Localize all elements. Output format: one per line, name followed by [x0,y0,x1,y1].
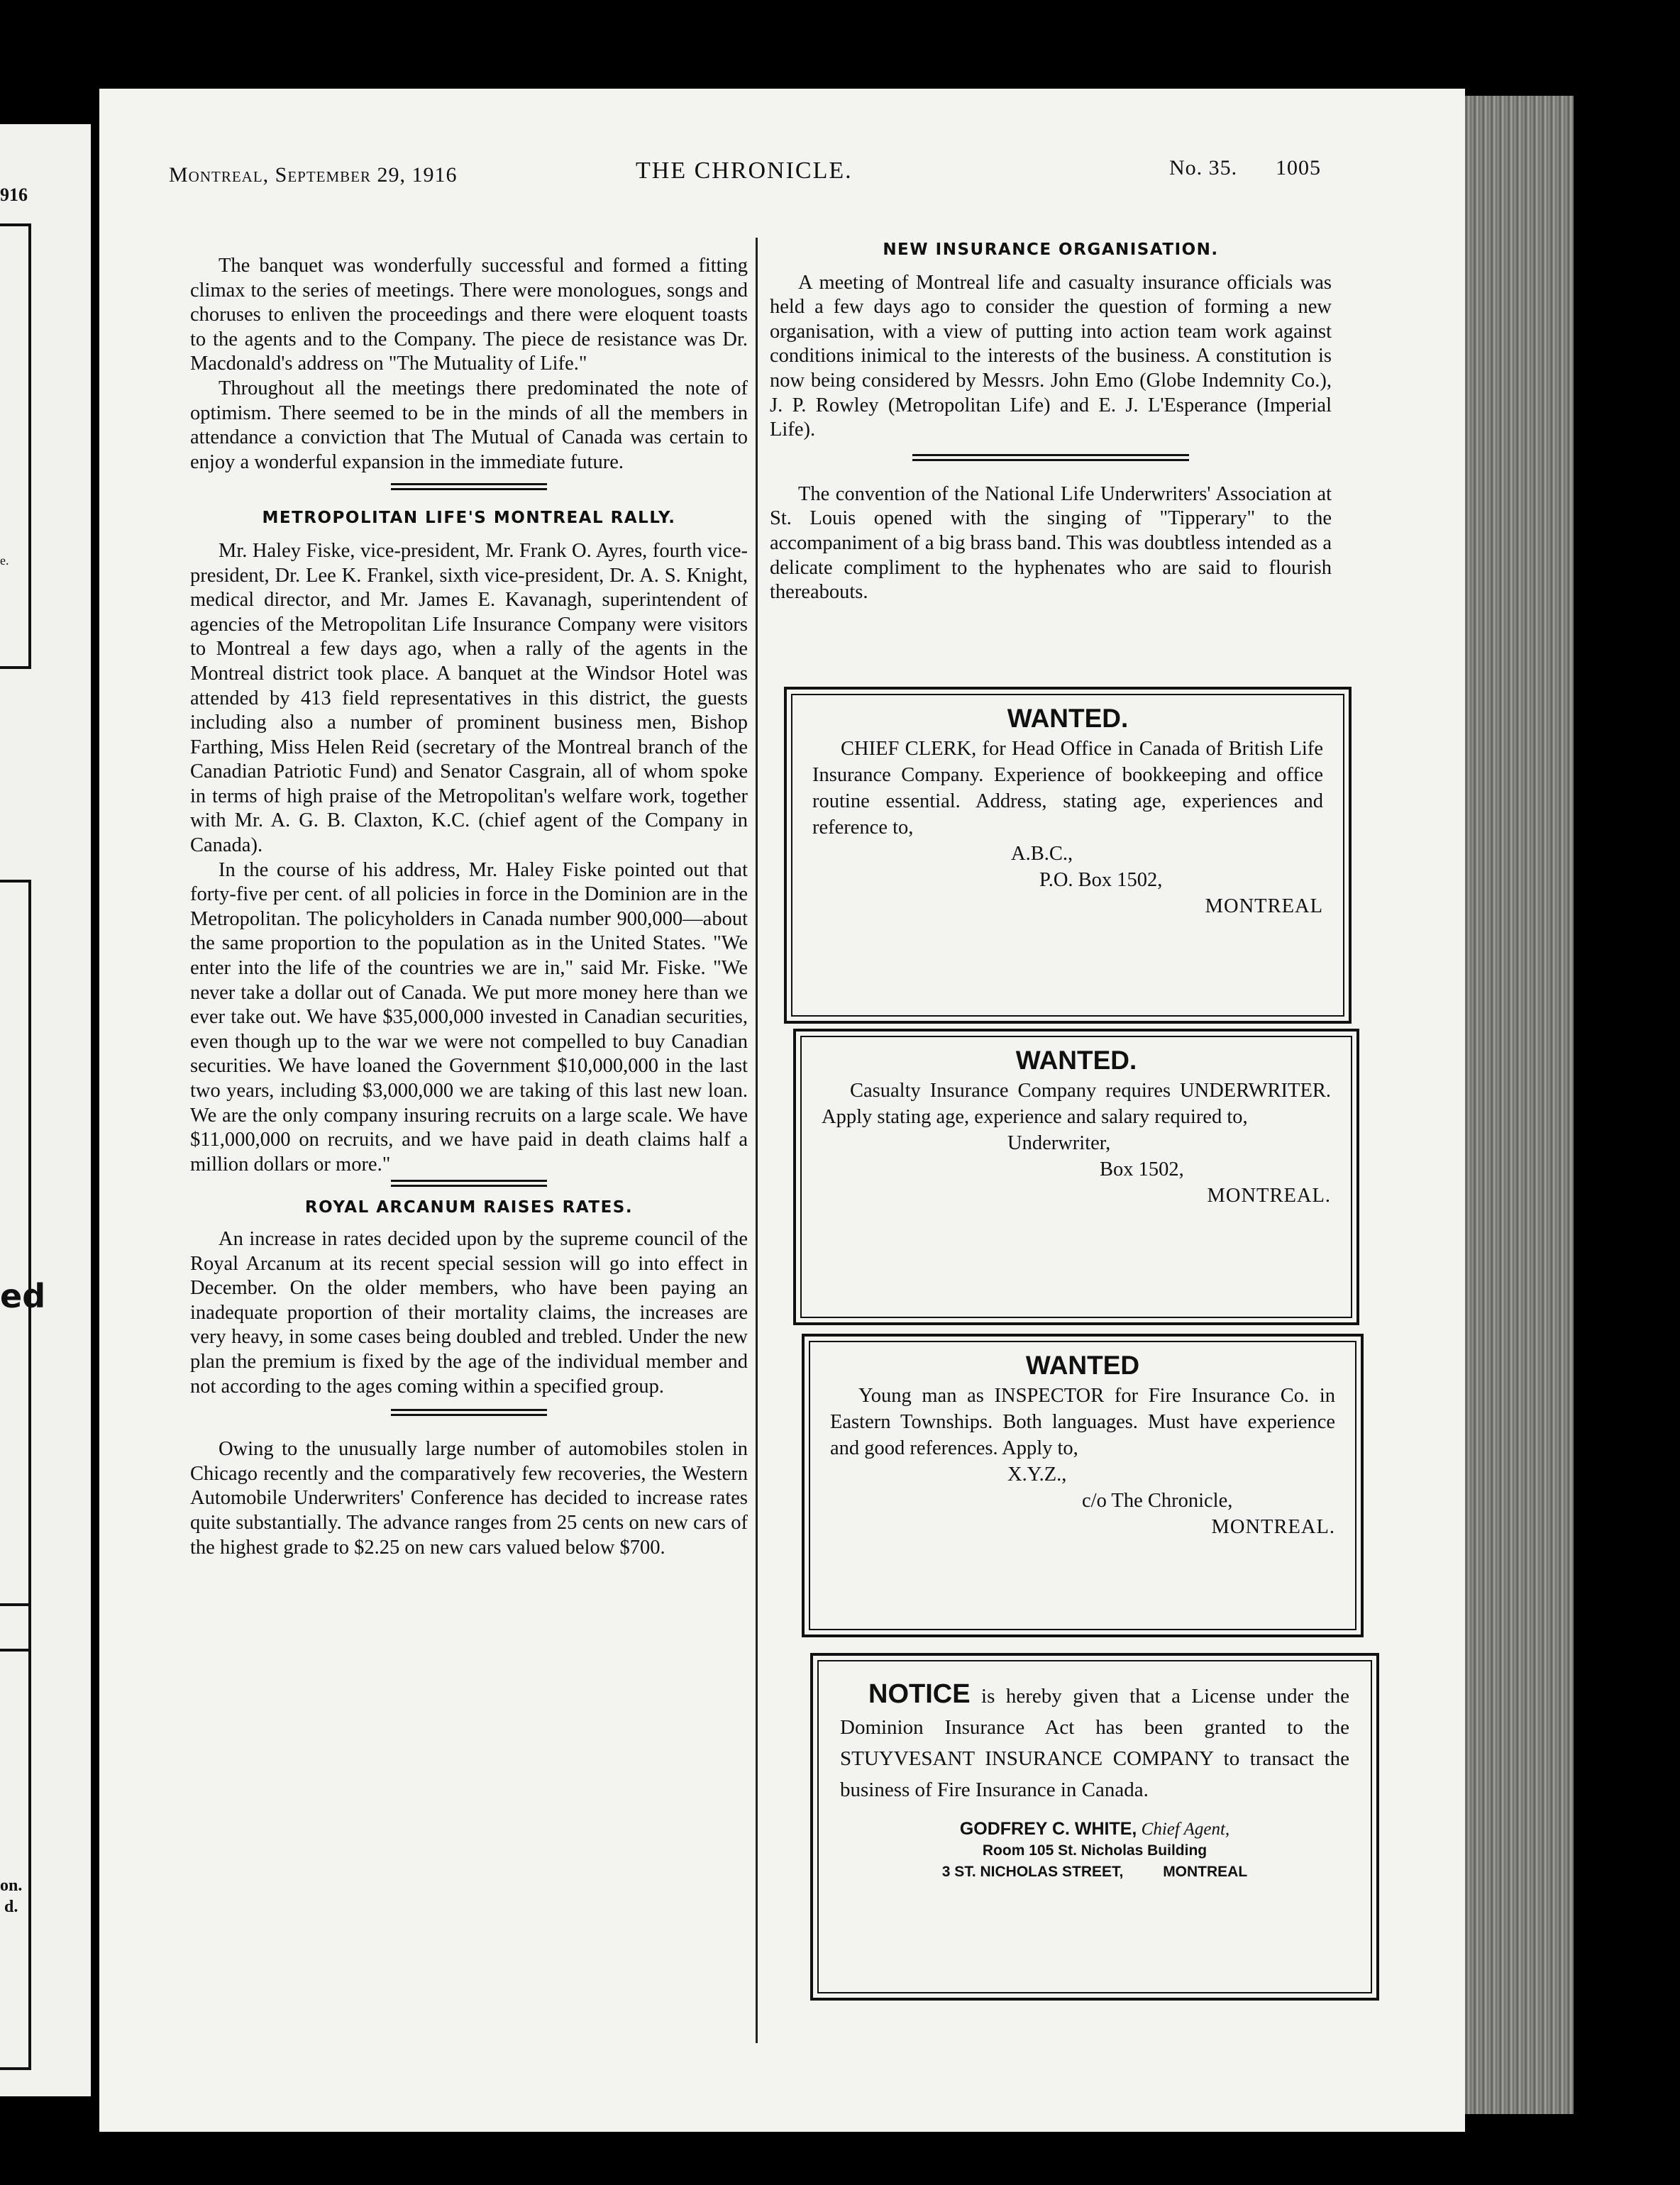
running-header [169,156,1325,206]
facing-page-fragment-text: on. [0,1876,23,1895]
ad-heading: WANTED. [1015,1046,1137,1075]
ad-address-line: X.Y.Z., [1007,1464,1067,1486]
agent-title: Chief Agent, [1141,1820,1230,1839]
metropolitan-rally-heading: METROPOLITAN LIFE'S MONTREAL RALLY. [262,509,676,528]
banquet-paragraph: The banquet was wonderfully successful and formed a fitting climax to the series of meetings. There were monologues, songs and choruses to enliven the proceedings and there were eloquent toasts to the agents and to the Company. The piece de resistance was Dr. Macdonald's address on "The Mutuality of Life." [190,255,748,375]
ad-heading: WANTED [1025,1351,1140,1380]
ad-address-city: MONTREAL. [1211,1516,1335,1538]
agent-name: GODFREY C. WHITE, [959,1819,1137,1839]
issue-number: No. 35. [1169,156,1238,179]
ad-address-line: c/o The Chronicle, [1082,1490,1233,1512]
notice-street: 3 ST. NICHOLAS STREET, [941,1864,1124,1880]
ad-address-city: MONTREAL [1205,895,1323,917]
section-divider [391,483,547,490]
left-column [190,254,748,1560]
ad-address-line: A.B.C., [1011,843,1073,865]
notice-body-block [840,1678,1349,1805]
facing-page-box [0,880,31,1652]
page-number: 1005 [1276,156,1321,179]
fiske-address-paragraph: In the course of his address, Mr. Haley Fiske pointed out that forty-five per cent. of all policies in force in the Dominion are in the Metropolitan. The policyholders in Canada number 900,000—about the same proportion to the population as in the United States. "We enter into the life of the countries we are in," said Mr. Fiske. "We never take a dollar out of Canada. We put more money here than we ever take out. We have $35,000,000 invested in Canadian securities, even though up to the war we were not compelled to buy Canadian securities. We have loaned the Government $10,000,000 in the last two years, including $3,000,000 we are taking of this last new loan. We are the only company insuring recruits on a large scale. We have $11,000,000 on recruits, and we have paid in death claims half a million dollars or more." [190,858,748,1176]
section-divider [391,1409,547,1416]
wanted-ad-inspector [802,1334,1364,1637]
section-divider [391,1180,547,1187]
ad-address-line: P.O. Box 1502, [1039,869,1163,891]
convention-paragraph: The convention of the National Life Underwriters' Association at St. Louis opened with the singing of "Tipperary" to the accompaniment of a big brass band. This was doubtless intended as a delicate compliment to the hyphenates who are said to flourish thereabouts. [770,482,1332,604]
new-organisation-paragraph: A meeting of Montreal life and casualty insurance officials was held a few days ago to consider the question of forming a new organisation, with a view of putting into action team work against conditions inimical to the interests of the business. A constitution is now being considered by Messrs. John Emo (Globe Indemnity Co.), J. P. Rowley (Metropolitan Life) and E. J. L'Esperance (Imperial Life). [770,271,1332,441]
column-rule [756,238,758,2043]
notice-heading: NOTICE [868,1679,971,1709]
facing-page-fragment-text: d. [4,1898,18,1916]
section-divider [912,454,1189,461]
optimism-paragraph: Throughout all the meetings there predominated the note of optimism. There seemed to be in the minds of all the members in attendance a conviction that The Mutual of Canada was certain to enjoy a wonderful expansion in the immediate future. [190,377,748,473]
new-organisation-heading: NEW INSURANCE ORGANISATION. [883,240,1219,259]
publication-title: THE CHRONICLE. [636,157,853,184]
notice-address-line: Room 105 St. Nicholas Building [982,1842,1208,1859]
ad-address-city: MONTREAL. [1207,1185,1331,1207]
notice-address-line [840,1862,1349,1883]
facing-page-fragment-text: e. [0,553,9,568]
ad-body: Young man as INSPECTOR for Fire Insurance Co. in Eastern Townships. Both languages. Must have experience and good references. Apply to, [830,1385,1335,1459]
wanted-ad-chief-clerk [784,687,1352,1024]
ad-body: Casualty Insurance Company requires UNDERWRITER. Apply stating age, experience and salary required to, [822,1080,1331,1128]
right-column [770,238,1332,605]
notice-license-ad [810,1653,1379,2001]
facing-page-box [0,223,31,669]
ad-address-line: Box 1502, [1100,1158,1184,1180]
royal-arcanum-heading: ROYAL ARCANUM RAISES RATES. [304,1198,634,1217]
facing-page-fragment-text: ed [0,1277,46,1315]
ad-address-line: Underwriter, [1007,1132,1111,1154]
automobile-rates-paragraph: Owing to the unusually large number of automobiles stolen in Chicago recently and the comparatively few recoveries, the Western Automobile Underwriters' Conference has decided to increase rates quite substantially. The advance ranges from 25 cents on new cars of the highest grade to $2.25 on new cars valued below $700. [190,1438,748,1559]
book-page-edges [1447,96,1574,2114]
facing-page-year: 916 [0,184,28,205]
wanted-ad-underwriter [793,1029,1359,1325]
facing-page-fragment [0,124,91,2096]
royal-arcanum-paragraph: An increase in rates decided upon by the supreme council of the Royal Arcanum at its recent special session will go into effect in December. On the older members, who have been paying an inadequate proportion of their mortality claims, the increases are very heavy, in some cases being doubled and trebled. Under the new plan the premium is fixed by the age of the individual member and not according to the ages coming within a specified group. [190,1227,748,1398]
metropolitan-visitors-paragraph: Mr. Haley Fiske, vice-president, Mr. Frank O. Ayres, fourth vice-president, Dr. Lee K. Frankel, sixth vice-president, Dr. A. S. Knight, medical director, and Mr. James E. Kavanagh, superintendent of agencies of the Metropolitan Life Insurance Company were visitors to Montreal a few days ago, when a rally of the agents in the Montreal district took place. A banquet at the Windsor Hotel was attended by 413 field representatives in this district, the guests including also a number of prominent business men, Bishop Farthing, Miss Helen Reid (secretary of the Montreal branch of the Canadian Patriotic Fund) and Senator Casgrain, all of whom spoke in terms of high praise of the Metropolitan's welfare work, together with Mr. A. G. B. Claxton, K.C. (chief agent of the Company in Canada). [190,539,748,857]
ad-heading: WANTED. [1007,704,1129,733]
ad-body: CHIEF CLERK, for Head Office in Canada of British Life Insurance Company. Experience of bookkeeping and office routine essential. Address, stating age, experiences and reference to, [812,738,1323,839]
notice-body: is hereby given that a License under the Dominion Insurance Act has been granted to the STUYVESANT INSURANCE COMPANY to transact the business of Fire Insurance in Canada. [840,1685,1350,1801]
notice-city: MONTREAL [1163,1864,1248,1880]
notice-agent-line [840,1818,1349,1840]
facing-page-box [0,1603,31,2070]
header-place-date: Montreal, September 29, 1916 [169,163,458,187]
